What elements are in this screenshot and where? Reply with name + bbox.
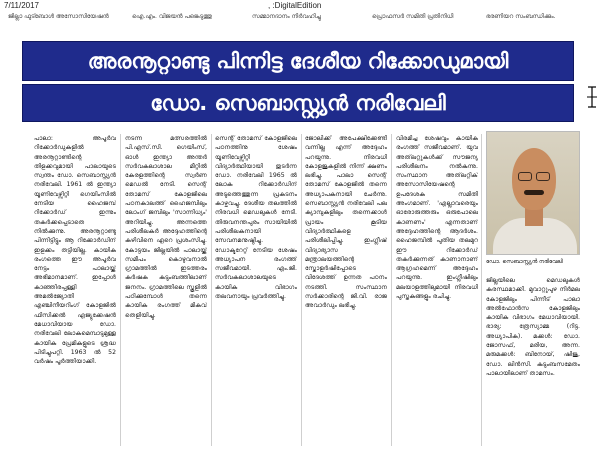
column-divider: [301, 134, 302, 446]
previous-article-strip: [0, 11, 600, 23]
article-column-6: ജില്ലയിലെ മെഡലുകൾ കരസ്ഥമാക്കി. മുവാറ്റുപുഴ നിർമല കോളജിലും പിന്നീട് പാലാ അൽഫോൻസ കോളജിലും കായിക വിഭാഗം മേധാവിയായി. ഭാര്യ: ത്രേസ്യാമ്മ (റിട്ട. അധ്യാപിക). മക്കൾ: ഡോ. ജോസഫ്, മരിയ, അന്ന. മരുമക്കൾ: ബിനോയ്, ഷിജു, ഡോ. ലിൻസി. കുടുംബസമേതം പാലായിലാണ് താമസം.: [486, 277, 580, 377]
article-column-5: വിരമിച്ച ശേഷവും കായിക രംഗത്ത് സജീവമാണ്. യുവ അത്‌ലറ്റുകൾക്ക് സൗജന്യ പരിശീലനം നൽകുന്നു. സംസ്ഥാന അത്‌ലറ്റിക് അസോസിയേഷന്റെ ഉപദേശക സമിതി അംഗമാണ്. 'എല്ലാവരെയും ഓരോരുത്തരും ഒരുപോലെ കാണണം' എന്നതാണ് അദ്ദേഹത്തിന്റെ ആദർശം. ഹൈജമ്പിൽ പുതിയ തലമുറ ഈ റിക്കോർഡ് തകർക്കുന്നത് കാണാനാണ് ആഗ്രഹമെന്ന് അദ്ദേഹം പറയുന്നു. ഇംഗ്ലീഷിലും മലയാളത്തിലുമായി നിരവധി പുസ്തകങ്ങളും രചിച്ചു.: [396, 135, 478, 301]
article-column-1: പാലാ: അപൂർവ റിക്കോർഡുകളിൽ അരനൂറ്റാണ്ടിന്റെ തിളക്കവുമായി പാലായുടെ സ്വന്തം ഡോ. സെബാസ്റ്റ്യൻ നരിവേലി. 1961 ൽ ഇന്ത്യാ യൂണിവേഴ്സിറ്റി ഗെയിംസിൽ നേടിയ ഹൈജമ്പ് റിക്കോർഡ് ഇന്നും തകർക്കപ്പെടാതെ നിൽക്കുന്നു. അരനൂറ്റാണ്ടു പിന്നിട്ടിട്ടും ആ റിക്കോർഡിന് ഇളക്കം തട്ടിയില്ല. കായിക രംഗത്തെ ഈ അപൂർവ നേട്ടം പാലായ്ക്ക് അഭിമാനമാണ്. ഇപ്പോൾ കാഞ്ഞിരപ്പള്ളി അമൽജ്യോതി എഞ്ചിനീയറിംഗ് കോളജിൽ ഫിസിക്കൽ എജ്യുക്കേഷൻ മേധാവിയായ ഡോ. നരിവേലി ലോകമെമ്പാടുമുള്ള കായിക പ്രേമികളുടെ ശ്രദ്ധ പിടിച്ചുപറ്റി. 1963 ൽ 52 വർഷം പൂർത്തിയാക്കി.: [34, 135, 116, 366]
column-divider: [391, 134, 392, 446]
print-date: 7/11/2017: [4, 1, 39, 10]
photo-caption: ഡോ. സെബാസ്റ്റ്യൻ നരിവേലി: [486, 259, 563, 265]
strip-text-3: സമ്മാനദാനം നിർവഹിച്ചു: [252, 13, 321, 20]
headline-line-2: ഡോ. സെബാസ്റ്റ്യൻ നരിവേലി: [22, 84, 574, 122]
column-divider: [211, 134, 212, 446]
article-column-2: നടന്ന മത്സരത്തിൽ പി.എസ്.സി. ഗെയിംസ്, ഓൾ ഇന്ത്യാ അന്തർ സർവകലാശാല മീറ്റിൽ കേരളത്തിന്റെ സ്വർണ മെഡൽ നേടി. സെന്റ് തോമസ് കോളജിലെ പഠനകാലത്ത് ഹൈജമ്പിലും ലോംഗ് ജമ്പിലും 'സാന്നിധ്യം' അറിയിച്ചു. അന്നത്തെ പരിശീലകർ അദ്ദേഹത്തിന്റെ കഴിവിനെ ഏറെ പ്രശംസിച്ചു. കോട്ടയം ജില്ലയിൽ പാലായ്ക്ക് സമീപം കൊഴുവനാൽ ഗ്രാമത്തിൽ ഇടത്തരം കർഷക കുടുംബത്തിലാണ് ജനനം. ഗ്രാമത്തിലെ സ്കൂളിൽ പഠിക്കുമ്പോൾ തന്നെ കായിക രംഗത്ത് മികവ് തെളിയിച്ചു.: [125, 135, 207, 319]
strip-text-5: ഭരണിയറ സംബന്ധിക്കും.: [486, 13, 556, 20]
text-cursor-icon: [586, 86, 598, 108]
digital-edition-title: , :DigitalEdition: [268, 1, 322, 10]
column-divider: [481, 134, 482, 446]
article-column-4: ജോലിക്ക് അപേക്ഷിക്കേണ്ടി വന്നില്ല എന്ന് അദ്ദേഹം പറയുന്നു. നിരവധി കോളജുകളിൽ നിന്ന് ക്ഷണം ലഭിച്ചു. പാലാ സെന്റ് തോമസ് കോളജിൽ തന്നെ അധ്യാപകനായി ചേർന്നു. സെബാസ്റ്റ്യൻ നരിവേലി പല ക്യാമ്പുകളിലും തന്നെക്കാൾ പ്രായം കൂടിയ വിദ്യാർത്ഥികളെ പരിശീലിപ്പിച്ചു. ഇംഗ്ലീഷ് വിദ്യാഭ്യാസ മന്ത്രാലയത്തിന്റെ സ്കോളർഷിപ്പോടെ വിദേശത്ത് ഉന്നത പഠനം നടത്തി. സംസ്ഥാന സർക്കാരിന്റെ ജി.വി. രാജ അവാർഡും ലഭിച്ചു.: [305, 135, 387, 310]
strip-text-2: ഐ.എം. വിജയൻ പങ്കെടുത്തു: [132, 13, 212, 20]
headline-line-1: അരനൂറ്റാണ്ടു പിന്നിട്ട ദേശീയ റിക്കോഡുമായി: [22, 41, 574, 81]
strip-text-4: പ്രൊഫസർ സമിതി പ്രതിനിധി: [372, 13, 454, 20]
strip-text-1: ജില്ലാ ഫുട്ബോൾ അസോസിയേഷൻ: [8, 13, 109, 20]
article-column-3: സെന്റ് തോമസ് കോളജിലെ പഠനത്തിനു ശേഷം യൂണിവേഴ്സിറ്റി വിദ്യാർത്ഥിയായി തുടർന്ന ഡോ. നരിവേലി 1965 ൽ ലോക റിക്കോർഡിന് അടുത്തെത്തുന്ന പ്രകടനം കാഴ്ചവച്ചു. ദേശീയ തലത്തിൽ നിരവധി മെഡലുകൾ നേടി. തിരുവനന്തപുരം സായിയിൽ പരിശീലകനായി സേവനമനുഷ്ഠിച്ചു. ഡോക്ടറേറ്റ് നേടിയ ശേഷം അധ്യാപന രംഗത്ത് സജീവമായി. എം.ജി. സർവകലാശാലയുടെ കായിക വിഭാഗം തലവനായും പ്രവർത്തിച്ചു.: [215, 135, 297, 301]
column-divider: [120, 134, 121, 446]
portrait-photo: [486, 131, 580, 255]
